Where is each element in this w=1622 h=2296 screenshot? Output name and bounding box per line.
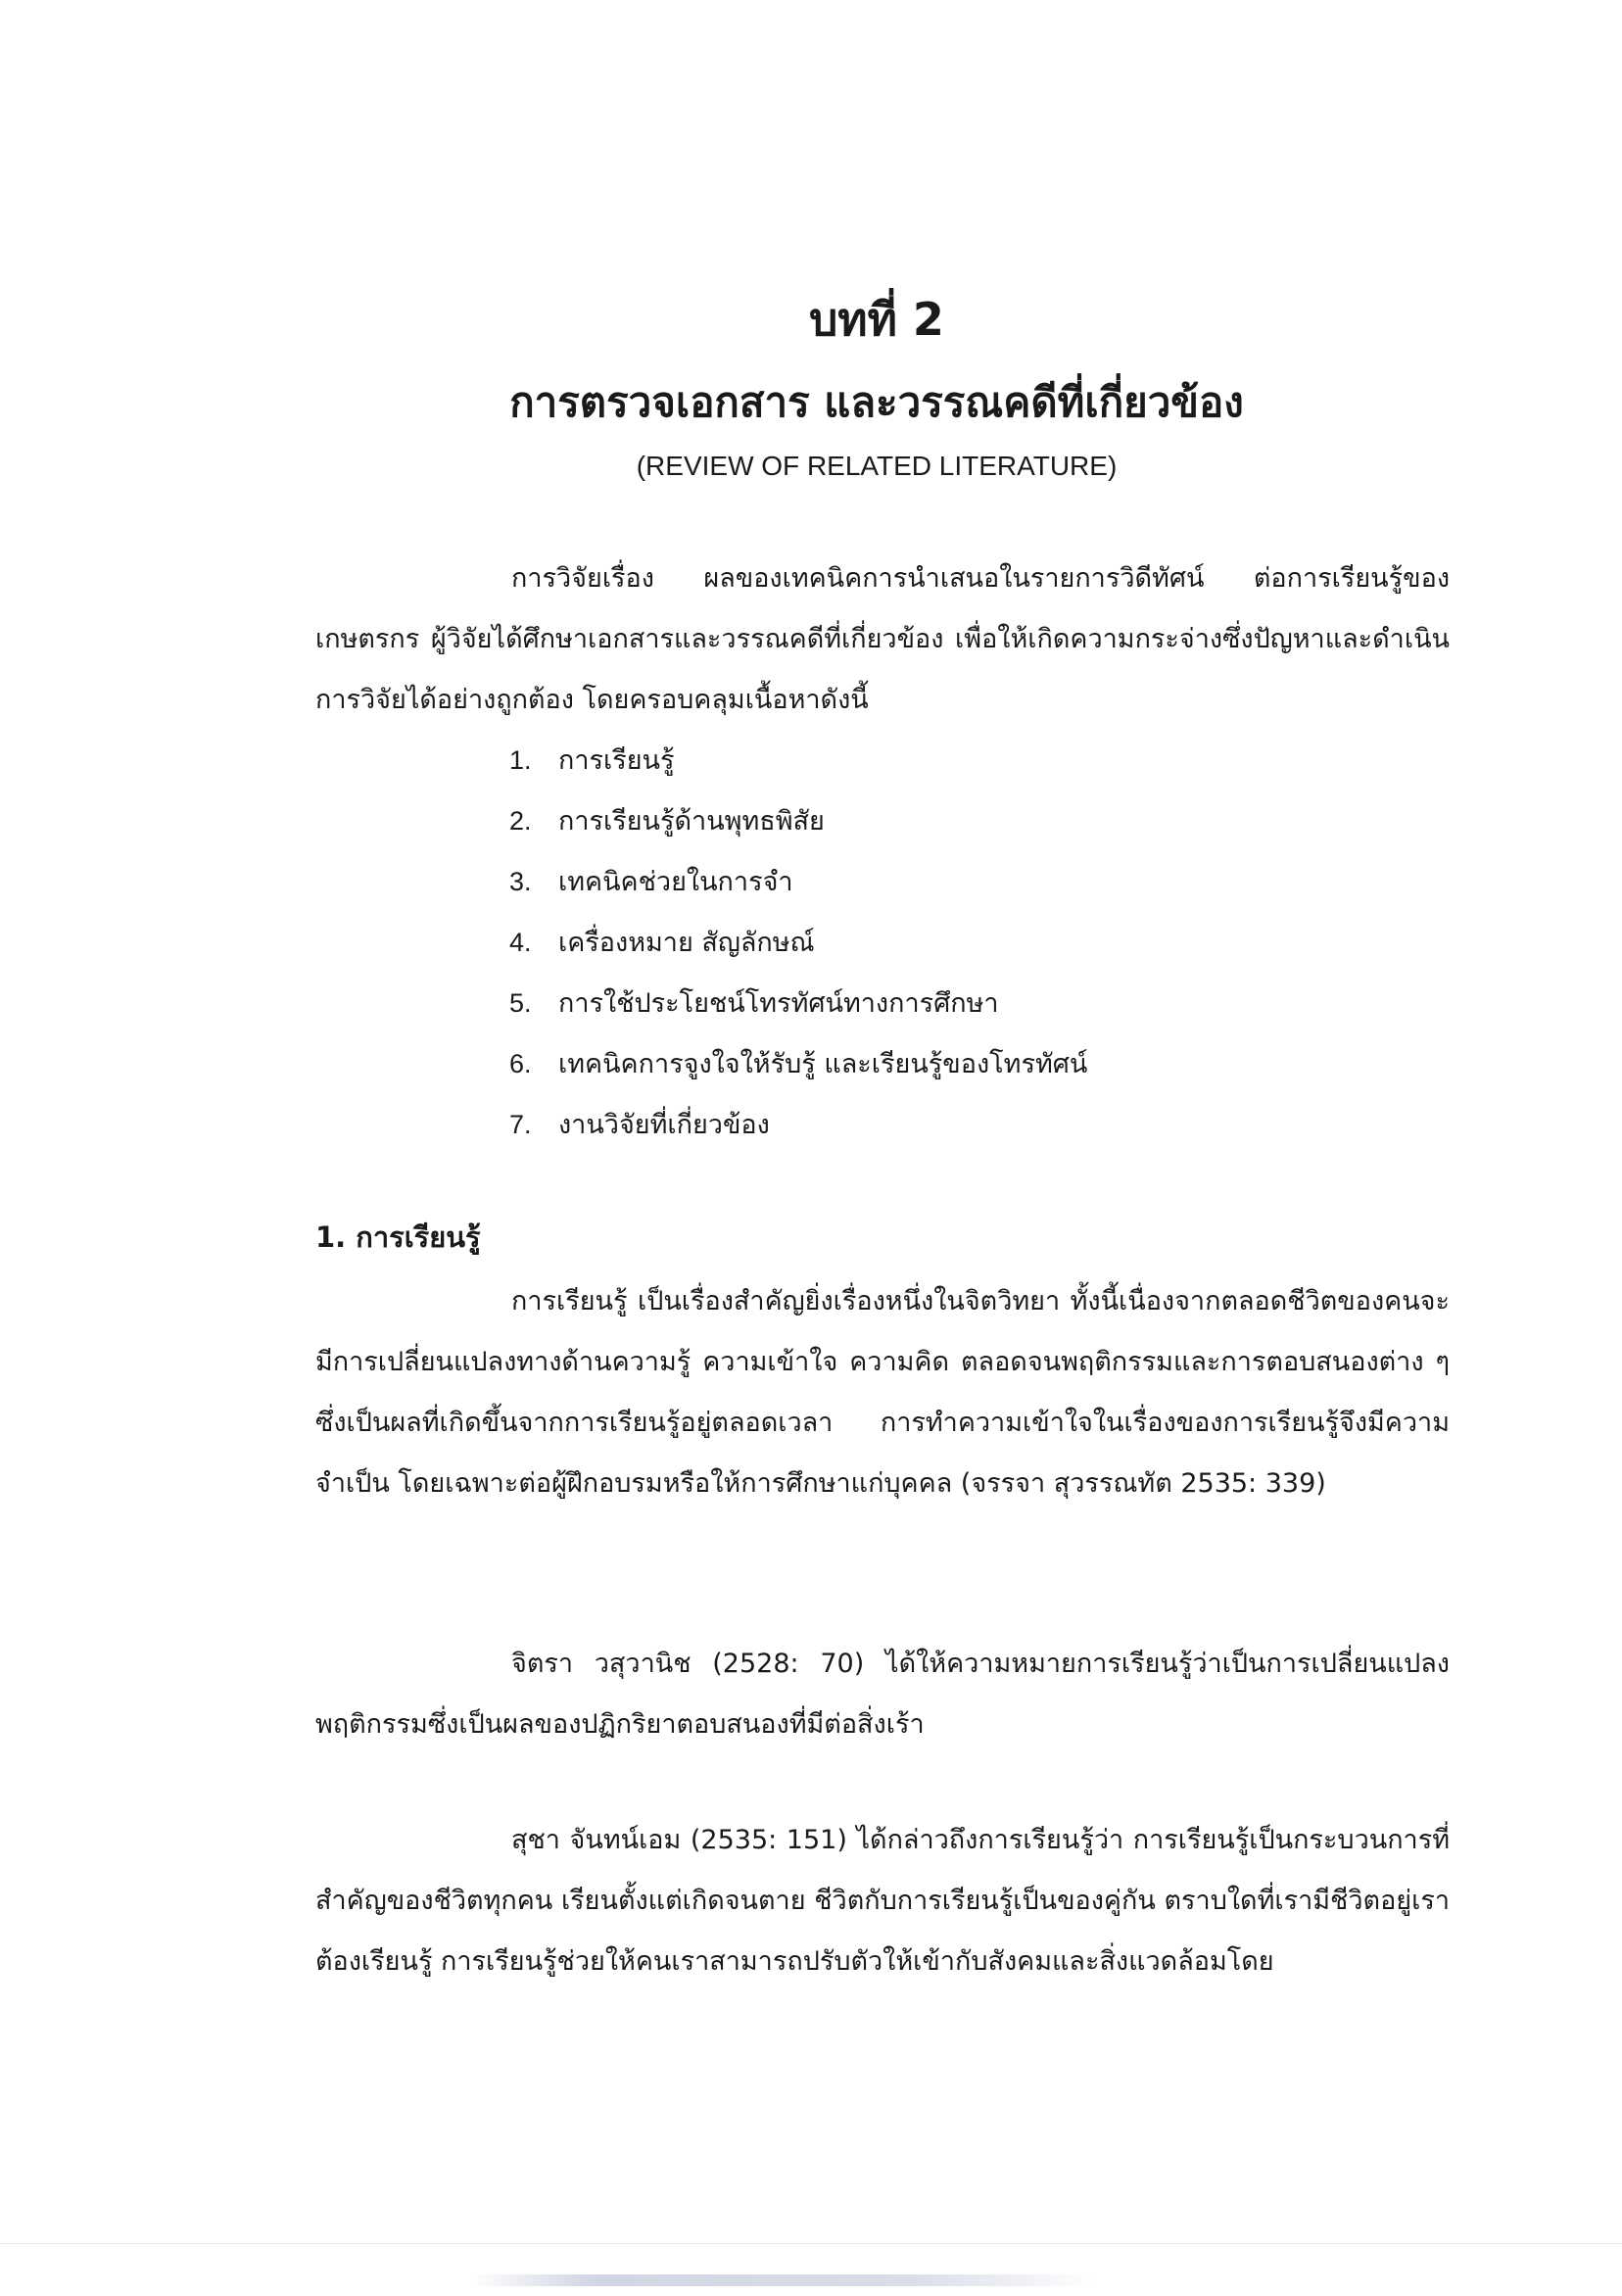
list-item-number: 7. bbox=[509, 1110, 532, 1139]
list-item bbox=[509, 1094, 1087, 1155]
chapter-subtitle: (REVIEW OF RELATED LITERATURE) bbox=[636, 451, 1118, 481]
paragraph-text: จิตรา วสุวานิช (2528: 70) ได้ให้ความหมายการเรียนรู้ว่าเป็นการเปลี่ยนแปลงพฤติกรรมซึ่งเป็นผลของปฏิกริยาตอบสนองที่มีต่อสิ่งเร้า bbox=[315, 1649, 1450, 1740]
body-paragraph bbox=[315, 1634, 1450, 1755]
chapter-title: การตรวจเอกสาร และวรรณคดีที่เกี่ยวข้อง bbox=[509, 378, 1244, 426]
list-item-number: 2. bbox=[509, 806, 532, 836]
list-item-label: การเรียนรู้ด้านพุทธพิสัย bbox=[558, 806, 825, 837]
chapter-number: บทที่ 2 bbox=[809, 293, 944, 346]
list-item-label: เทคนิคการจูงใจให้รับรู้ และเรียนรู้ของโทรทัศน์ bbox=[558, 1049, 1088, 1079]
paragraph-text: การเรียนรู้ เป็นเรื่องสำคัญยิ่งเรื่องหนึ่งในจิตวิทยา ทั้งนี้เนื่องจากตลอดชีวิตของคนจะมีการเปลี่ยนแปลงทางด้านความรู้ ความเข้าใจ ความคิด ตลอดจนพฤติกรรมและการตอบสนองต่าง ๆ ซึ่งเป็นผลที่เกิดขึ้นจากการเรียนรู้อยู่ตลอดเวลา การทำความเข้าใจในเรื่องของการเรียนรู้จึงมีความจำเป็น โดยเฉพาะต่อผู้ฝึกอบรมหรือให้การศึกษาแก่บุคคล (จรรจา สุวรรณทัต 2535: 339) bbox=[315, 1286, 1450, 1499]
list-item-label: เครื่องหมาย สัญลักษณ์ bbox=[558, 928, 815, 958]
body-paragraph bbox=[315, 1271, 1450, 1514]
list-item-number: 1. bbox=[509, 745, 532, 775]
list-item-number: 4. bbox=[509, 928, 532, 957]
list-item bbox=[509, 730, 1087, 790]
list-item-label: เทคนิคช่วยในการจำ bbox=[558, 867, 793, 897]
list-item-label: การเรียนรู้ bbox=[558, 745, 675, 776]
list-item-number: 3. bbox=[509, 867, 532, 896]
paragraph-text: สุชา จันทน์เอม (2535: 151) ได้กล่าวถึงการเรียนรู้ว่า การเรียนรู้เป็นกระบวนการที่สำคัญของชีวิตทุกคน เรียนตั้งแต่เกิดจนตาย ชีวิตกับการเรียนรู้เป็นของคู่กัน ตราบใดที่เรามีชีวิตอยู่เราต้องเรียนรู้ การเรียนรู้ช่วยให้คนเราสามารถปรับตัวให้เข้ากับสังคมและสิ่งแวดล้อมโดย bbox=[315, 1825, 1450, 1977]
body-paragraph bbox=[315, 1810, 1450, 1992]
section-heading: 1. การเรียนรู้ bbox=[315, 1220, 481, 1254]
list-item bbox=[509, 790, 1087, 851]
intro-paragraph bbox=[315, 549, 1450, 731]
topic-list bbox=[509, 730, 1087, 1155]
list-item-number: 6. bbox=[509, 1049, 532, 1078]
scan-edge-line bbox=[0, 2243, 1622, 2244]
list-item bbox=[509, 912, 1087, 973]
list-item bbox=[509, 973, 1087, 1033]
list-item bbox=[509, 1033, 1087, 1094]
scan-smudge bbox=[470, 2274, 1097, 2286]
list-item-number: 5. bbox=[509, 988, 532, 1018]
list-item-label: การใช้ประโยชน์โทรทัศน์ทางการศึกษา bbox=[558, 988, 999, 1019]
list-item bbox=[509, 851, 1087, 912]
list-item-label: งานวิจัยที่เกี่ยวข้อง bbox=[558, 1110, 770, 1140]
intro-text: การวิจัยเรื่อง ผลของเทคนิคการนำเสนอในรายการวิดีทัศน์ ต่อการเรียนรู้ของเกษตรกร ผู้วิจัยได้ศึกษาเอกสารและวรรณคดีที่เกี่ยวข้อง เพื่อให้เกิดความกระจ่างซึ่งปัญหาและดำเนินการวิจัยได้อย่างถูกต้อง โดยครอบคลุมเนื้อหาดังนี้ bbox=[315, 563, 1450, 715]
